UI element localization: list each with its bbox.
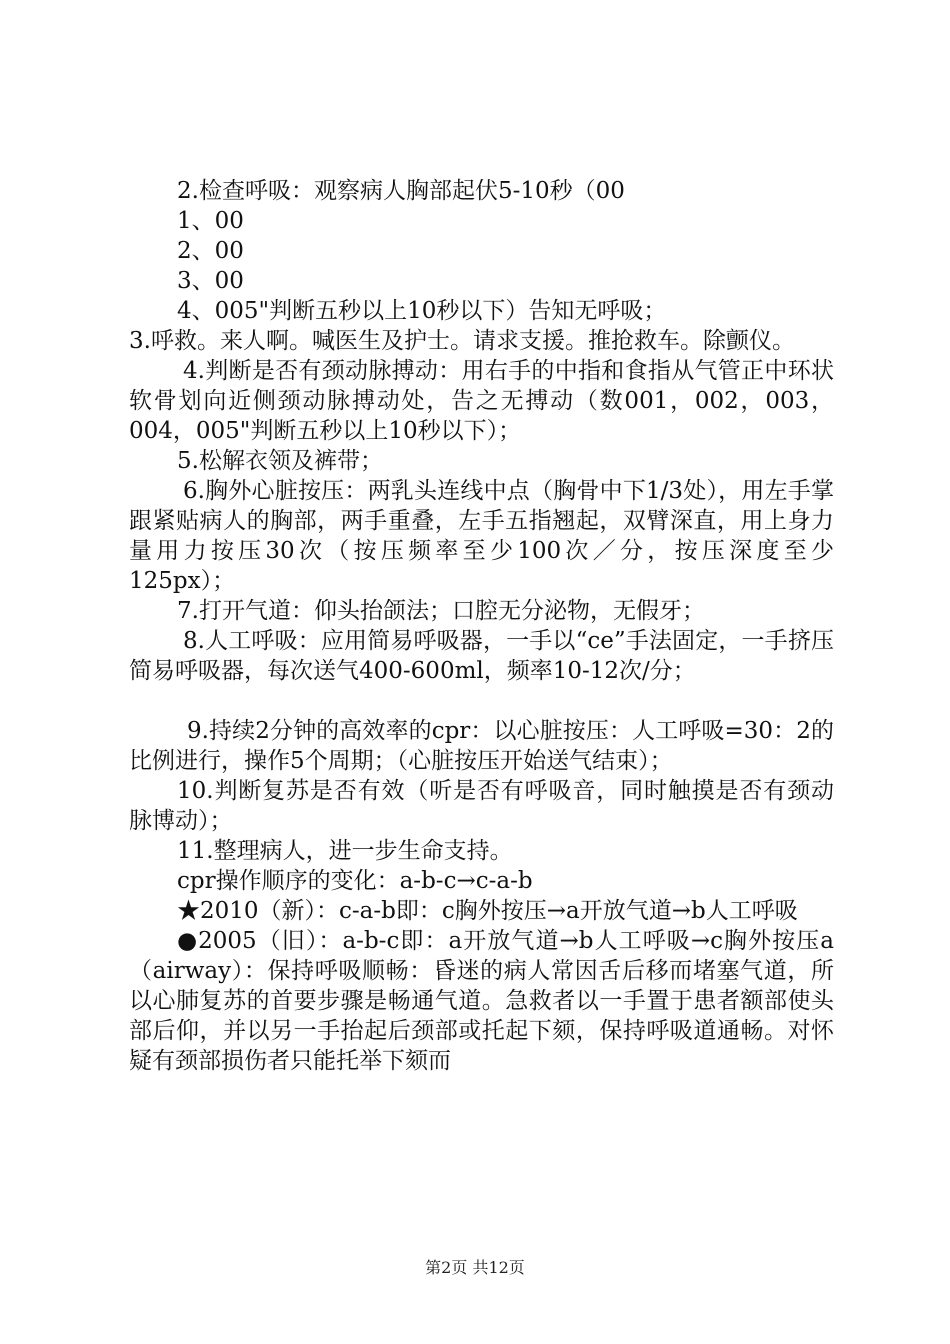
- paragraph-call-help: 3.呼救。来人啊。喊医生及护士。请求支援。推抢救车。除颤仪。: [129, 328, 795, 354]
- paragraph-count-4: 4、005"判断五秒以上10秒以下）告知无呼吸；: [177, 298, 667, 324]
- paragraph-cpr-2010: ★2010（新）：c-a-b即：c胸外按压→a开放气道→b人工呼吸: [177, 898, 798, 924]
- blank-line: [129, 686, 834, 716]
- paragraph-count-2: 2、00: [177, 238, 244, 264]
- paragraph-count-3: 3、00: [177, 268, 244, 294]
- paragraph-loosen-collar: 5.松解衣领及裤带；: [177, 448, 383, 474]
- paragraph-cpr-order-change: cpr操作顺序的变化：a-b-c→c-a-b: [177, 868, 533, 894]
- paragraph-check-breathing: 2.检查呼吸：观察病人胸部起伏5-10秒（00: [177, 178, 625, 204]
- paragraph-continuous-cpr: 9.持续2分钟的高效率的cpr：以心脏按压：人工呼吸=30：2的比例进行，操作5个周期；（心脏按压开始送气结束）；: [129, 718, 834, 774]
- paragraph-open-airway: 7.打开气道：仰头抬颌法；口腔无分泌物，无假牙；: [177, 598, 705, 624]
- paragraph-chest-compression: 6.胸外心脏按压：两乳头连线中点（胸骨中下1/3处），用左手掌跟紧贴病人的胸部，两手重叠，左手五指翘起，双臂深直，用上身力量用力按压30次（按压频率至少100次／分，按压深度至少125px）；: [129, 478, 834, 594]
- paragraph-check-pulse: 4.判断是否有颈动脉搏动：用右手的中指和食指从气管正中环状软骨划向近侧颈动脉搏动处，告之无搏动（数001，002，003，004，005"判断五秒以上10秒以下）；: [129, 358, 834, 444]
- paragraph-artificial-respiration: 8.人工呼吸：应用简易呼吸器，一手以“ce”手法固定，一手挤压简易呼吸器，每次送气400-600ml，频率10-12次/分；: [129, 628, 834, 684]
- page-footer: 第2页 共12页: [425, 1258, 525, 1277]
- paragraph-check-effectiveness: 10.判断复苏是否有效（听是否有呼吸音，同时触摸是否有颈动脉博动）；: [129, 778, 834, 834]
- paragraph-organize-patient: 11.整理病人，进一步生命支持。: [177, 838, 513, 864]
- document-body: [129, 176, 834, 1076]
- paragraph-count-1: 1、00: [177, 208, 244, 234]
- paragraph-cpr-2005: ●2005（旧）：a-b-c即：a开放气道→b人工呼吸→c胸外按压a（airway）：保持呼吸顺畅：昏迷的病人常因舌后移而堵塞气道，所以心肺复苏的首要步骤是畅通气道。急救者以一手置于患者额部使头部后仰，并以另一手抬起后颈部或托起下颏，保持呼吸道通畅。对怀疑有颈部损伤者只能托举下颏而: [129, 928, 834, 1074]
